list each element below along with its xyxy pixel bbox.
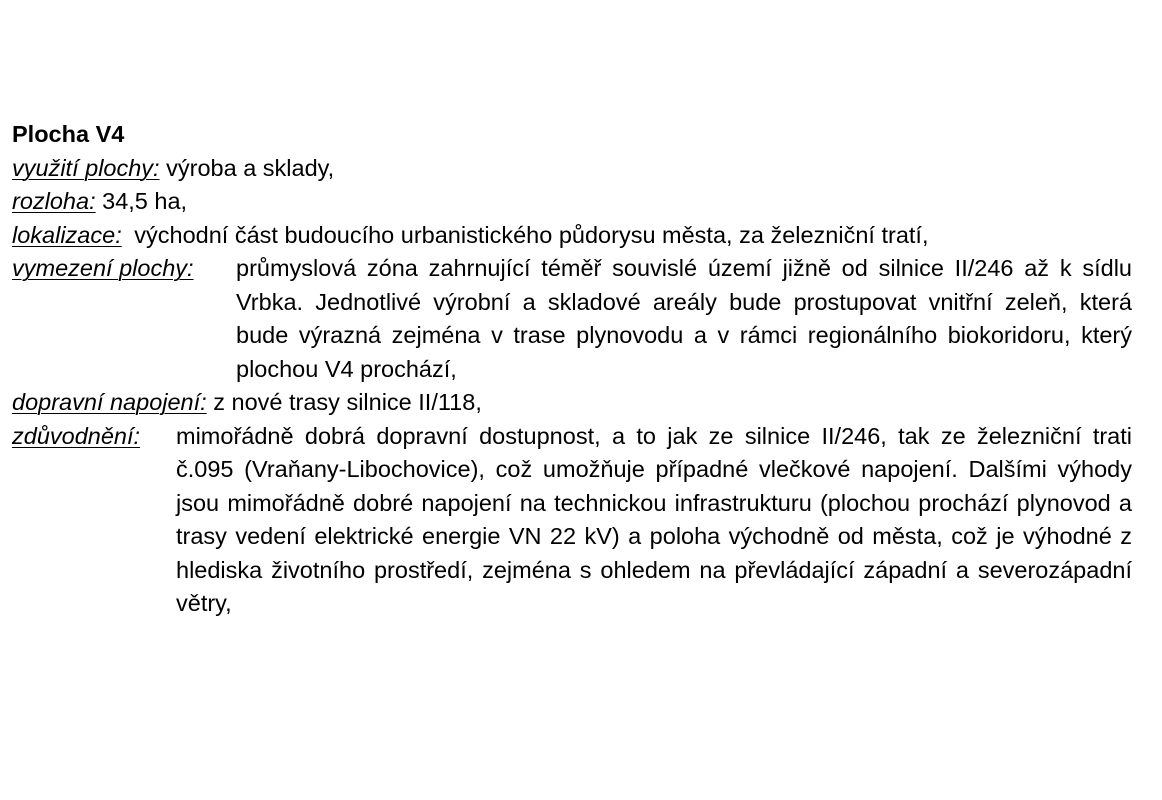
- entry-lokalizace: [12, 219, 1132, 253]
- document: [12, 118, 1132, 621]
- value-rozloha: 34,5 ha,: [102, 188, 188, 214]
- value-zduvodneni: mimořádně dobrá dopravní dostupnost, a to jak ze silnice II/246, tak ze železniční trati č.095 (Vraňany-Libochovice), což umožňuje případné vlečkové napojení. Dalšími výhody jsou mimořádně dobré napojení na technickou infrastrukturu (plochou prochází plynovod a trasy vedení elektrické energie VN 22 kV) a poloha východně od města, což je výhodné z hlediska životního prostředí, zejména s ohledem na převládající západní a severozápadní větry,: [176, 422, 1132, 616]
- label-vymezeni-plochy: vymezení plochy:: [12, 255, 194, 281]
- section-heading: Plocha V4: [12, 121, 125, 147]
- label-zduvodneni: zdůvodnění:: [12, 422, 141, 449]
- label-lokalizace: lokalizace:: [12, 221, 122, 248]
- entry-vymezeni-plochy: [12, 252, 1132, 386]
- entry-dopravni-napojeni: [12, 386, 1132, 420]
- entry-rozloha: [12, 185, 1132, 219]
- entry-zduvodneni: [12, 420, 1132, 621]
- entry-vyuziti-plochy: [12, 152, 1132, 186]
- label-rozloha: rozloha:: [12, 188, 96, 214]
- value-vymezeni-plochy: průmyslová zóna zahrnující téměř souvislé území jižně od silnice II/246 až k sídlu Vrbka. Jednotlivé výrobní a skladové areály bude prostupovat vnitřní zeleň, která bude výrazná zejména v trase plynovodu a v rámci regionálního biokoridoru, který plochou V4 prochází,: [236, 255, 1132, 382]
- label-dopravni-napojeni: dopravní napojení:: [12, 389, 207, 415]
- value-dopravni-napojeni: z nové trasy silnice II/118,: [213, 389, 482, 415]
- value-vyuziti-plochy: výroba a sklady,: [166, 154, 335, 181]
- value-lokalizace: východní část budoucího urbanistického půdorysu města, za železniční tratí,: [134, 221, 929, 248]
- label-vyuziti-plochy: využití plochy:: [12, 154, 160, 181]
